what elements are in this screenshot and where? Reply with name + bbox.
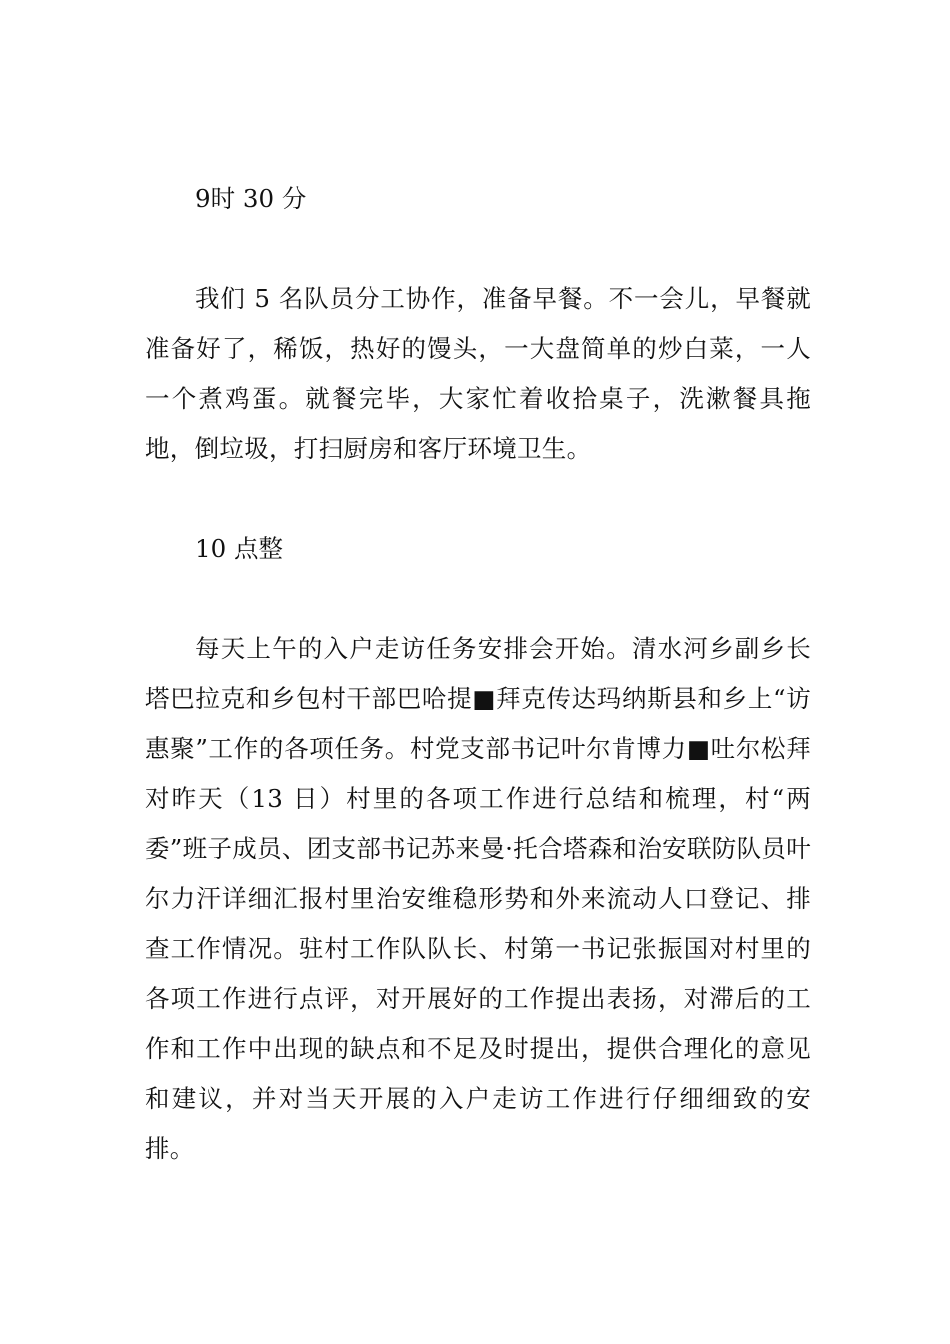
section-heading-time-1000: 10 点整 <box>195 534 283 563</box>
paragraph-breakfast: 我们 5 名队员分工协作，准备早餐。不一会儿，早餐就准备好了，稀饭，热好的馒头，一大盘简单的炒白菜，一人一个煮鸡蛋。就餐完毕，大家忙着收拾桌子，洗漱餐具拖地，倒垃圾，打扫厨房和客厅环境卫生。 <box>145 284 811 463</box>
section-heading-time-930: 9时 30 分 <box>195 184 307 213</box>
paragraph-meeting: 每天上午的入户走访任务安排会开始。清水河乡副乡长塔巴拉克和乡包村干部巴哈提■拜克传达玛纳斯县和乡上“访惠聚”工作的各项任务。村党支部书记叶尔肯博力■吐尔松拜对昨天（13 日）村里的各项工作进行总结和梳理，村“两委”班子成员、团支部书记苏来曼·托合塔森和治安联防队员叶尔力汗详细汇报村里治安维稳形势和外来流动人口登记、排查工作情况。驻村工作队队长、村第一书记张振国对村里的各项工作进行点评，对开展好的工作提出表扬，对滞后的工作和工作中出现的缺点和不足及时提出，提供合理化的意见和建议，并对当天开展的入户走访工作进行仔细细致的安排。 <box>145 634 811 1163</box>
